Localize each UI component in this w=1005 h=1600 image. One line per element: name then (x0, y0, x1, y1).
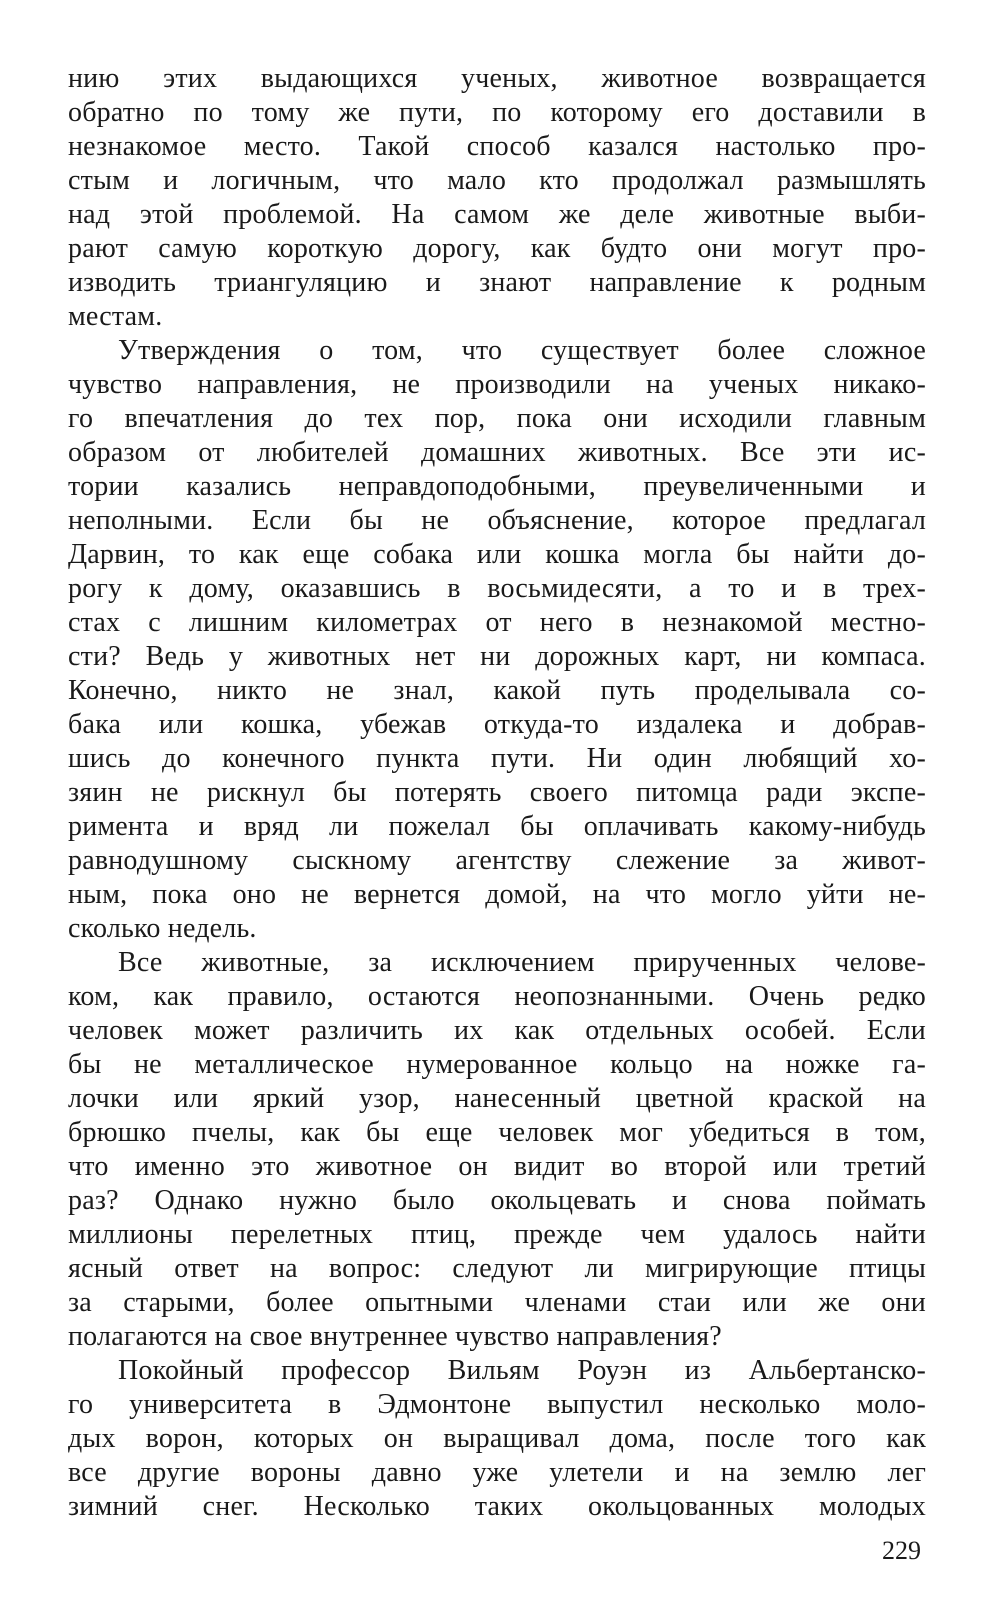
paragraph-start-line: Покойный профессор Вильям Роуэн из Альбертанско- (118, 1355, 926, 1386)
text-line: ком, как правило, остаются неопознанными. Очень редко (68, 981, 926, 1012)
text-line: римента и вряд ли пожелал бы оплачивать какому-нибудь (68, 811, 926, 842)
text-line: Конечно, никто не знал, какой путь проделывала со- (68, 675, 926, 706)
paragraph-start-line: Утверждения о том, что существует более сложное (118, 335, 926, 366)
text-line: что именно это животное он видит во второй или третий (68, 1151, 926, 1182)
text-line: стах с лишним километрах от него в незнакомой местно- (68, 607, 926, 638)
text-line: зимний снег. Несколько таких окольцованных молодых (68, 1491, 926, 1522)
text-line: местам. (68, 301, 163, 332)
paragraph-start-line: Все животные, за исключением прирученных челове- (118, 947, 926, 978)
text-line: го университета в Эдмонтоне выпустил несколько моло- (68, 1389, 926, 1420)
text-line: лочки или яркий узор, нанесенный цветной краской на (68, 1083, 926, 1114)
text-line: рают самую короткую дорогу, как будто они могут про- (68, 233, 926, 264)
text-line: все другие вороны давно уже улетели и на землю лег (68, 1457, 926, 1488)
text-line: раз? Однако нужно было окольцевать и снова поймать (68, 1185, 926, 1216)
text-line: человек может различить их как отдельных особей. Если (68, 1015, 926, 1046)
text-line: неполными. Если бы не объяснение, которое предлагал (68, 505, 926, 536)
text-line: шись до конечного пункта пути. Ни один любящий хо- (68, 743, 926, 774)
text-line: равнодушному сыскному агентству слежение за живот- (68, 845, 926, 876)
text-line: обратно по тому же пути, по которому его доставили в (68, 97, 926, 128)
text-line: полагаются на свое внутреннее чувство направления? (68, 1321, 722, 1352)
text-line: дых ворон, которых он выращивал дома, после того как (68, 1423, 926, 1454)
text-line: нию этих выдающихся ученых, животное возвращается (68, 63, 926, 94)
text-line: брюшко пчелы, как бы еще человек мог убедиться в том, (68, 1117, 926, 1148)
text-line: го впечатления до тех пор, пока они исходили главным (68, 403, 926, 434)
text-line: за старыми, более опытными членами стаи или же они (68, 1287, 926, 1318)
text-line: ным, пока оно не вернется домой, на что могло уйти не- (68, 879, 926, 910)
text-line: изводить триангуляцию и знают направление к родным (68, 267, 926, 298)
text-line: ясный ответ на вопрос: следуют ли мигрирующие птицы (68, 1253, 926, 1284)
text-line: миллионы перелетных птиц, прежде чем удалось найти (68, 1219, 926, 1250)
text-line: стым и логичным, что мало кто продолжал размышлять (68, 165, 926, 196)
text-line: чувство направления, не производили на ученых никако- (68, 369, 926, 400)
page-number: 229 (882, 1536, 921, 1565)
text-line: рогу к дому, оказавшись в восьмидесяти, а то и в трех- (68, 573, 926, 604)
text-line: зяин не рискнул бы потерять своего питомца ради экспе- (68, 777, 926, 808)
text-line: Дарвин, то как еще собака или кошка могла бы найти до- (68, 539, 926, 570)
text-line: образом от любителей домашних животных. Все эти ис- (68, 437, 926, 468)
text-line: бака или кошка, убежав откуда-то издалека и добрав- (68, 709, 926, 740)
text-line: сколько недель. (68, 913, 257, 944)
text-line: незнакомое место. Такой способ казался настолько про- (68, 131, 926, 162)
text-line: над этой проблемой. На самом же деле животные выби- (68, 199, 926, 230)
text-line: тории казались неправдоподобными, преувеличенными и (68, 471, 926, 502)
text-line: бы не металлическое нумерованное кольцо на ножке га- (68, 1049, 926, 1080)
text-line: сти? Ведь у животных нет ни дорожных карт, ни компаса. (68, 641, 926, 672)
